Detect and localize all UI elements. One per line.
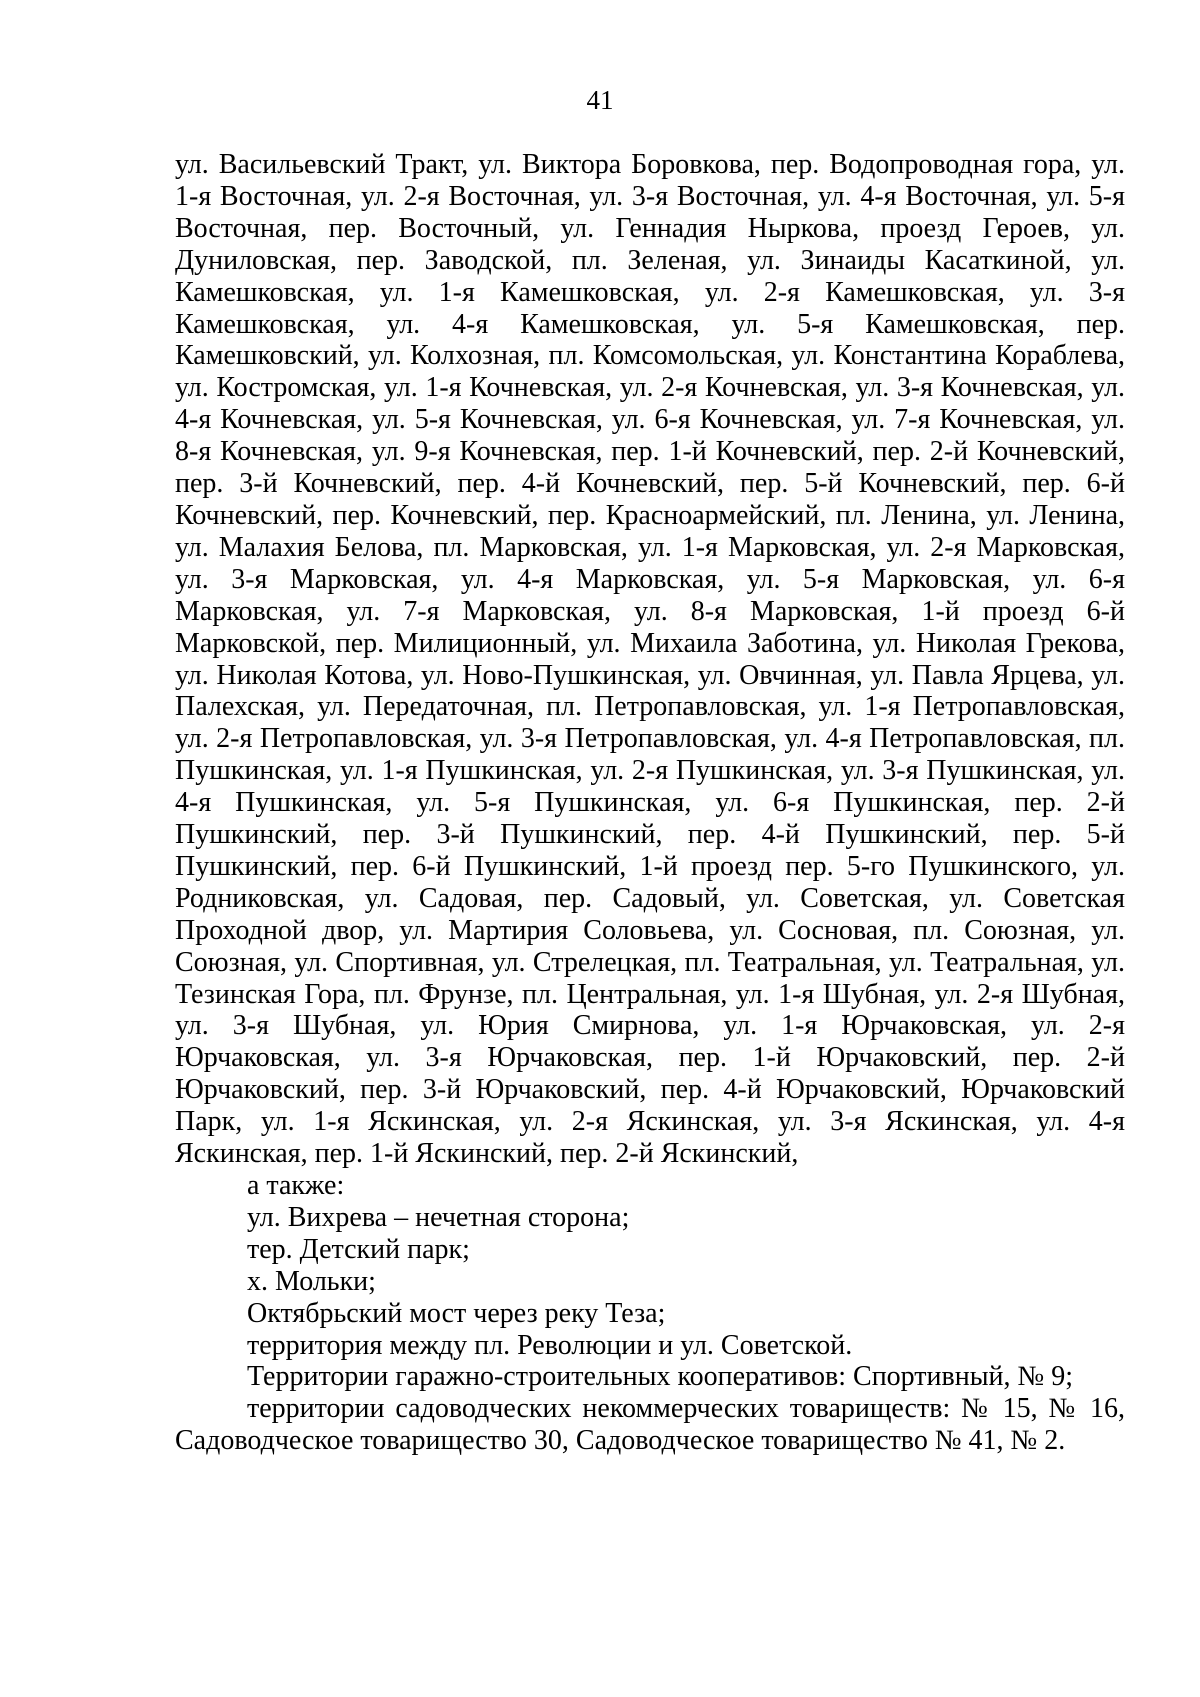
garden-partnerships-paragraph: территории садоводческих некоммерческих товариществ: № 15, № 16, Садоводческое товарищество 30, Садоводческое товарищество № 41, № 2. [175,1393,1125,1457]
garage-cooperatives-paragraph: Территории гаражно-строительных кооперативов: Спортивный, № 9; [247,1361,1074,1393]
also-item-vikhreva: ул. Вихрева – нечетная сторона; [247,1201,630,1233]
document-body [175,149,1125,1457]
streets-list-paragraph: ул. Васильевский Тракт, ул. Виктора Боровкова, пер. Водопроводная гора, ул. 1-я Восточная, ул. 2-я Восточная, ул. 3-я Восточная, ул. 4-я Восточная, ул. 5-я Восточная, пер. Восточный, ул. Геннадия Ныркова, проезд Героев, ул. Дуниловская, пер. Заводской, пл. Зеленая, ул. Зинаиды Касаткиной, ул. Камешковская, ул. 1-я Камешковская, ул. 2-я Камешковская, ул. 3-я Камешковская, ул. 4-я Камешковская, ул. 5-я Камешковская, пер. Камешковский, ул. Колхозная, пл. Комсомольская, ул. Константина Кораблева, ул. Костромская, ул. 1-я Кочневская, ул. 2-я Кочневская, ул. 3-я Кочневская, ул. 4-я Кочневская, ул. 5-я Кочневская, ул. 6-я Кочневская, ул. 7-я Кочневская, ул. 8-я Кочневская, ул. 9-я Кочневская, пер. 1-й Кочневский, пер. 2-й Кочневский, пер. 3-й Кочневский, пер. 4-й Кочневский, пер. 5-й Кочневский, пер. 6-й Кочневский, пер. Кочневский, пер. Красноармейский, пл. Ленина, ул. Ленина, ул. Малахия Белова, пл. Марковская, ул. 1-я Марковская, ул. 2-я Марковская, ул. 3-я Марковская, ул. 4-я Марковская, ул. 5-я Марковская, ул. 6-я Марковская, ул. 7-я Марковская, ул. 8-я Марковская, 1-й проезд 6-й Марковской, пер. Милиционный, ул. Михаила Заботина, ул. Николая Грекова, ул. Николая Котова, ул. Ново-Пушкинская, ул. Овчинная, ул. Павла Ярцева, ул. Палехская, ул. Передаточная, пл. Петропавловская, ул. 1-я Петропавловская, ул. 2-я Петропавловская, ул. 3-я Петропавловская, ул. 4-я Петропавловская, пл. Пушкинская, ул. 1-я Пушкинская, ул. 2-я Пушкинская, ул. 3-я Пушкинская, ул. 4-я Пушкинская, ул. 5-я Пушкинская, ул. 6-я Пушкинская, пер. 2-й Пушкинский, пер. 3-й Пушкинский, пер. 4-й Пушкинский, пер. 5-й Пушкинский, пер. 6-й Пушкинский, 1-й проезд пер. 5-го Пушкинского, ул. Родниковская, ул. Садовая, пер. Садовый, ул. Советская, ул. Советская Проходной двор, ул. Мартирия Соловьева, ул. Сосновая, пл. Союзная, ул. Союзная, ул. Спортивная, ул. Стрелецкая, пл. Театральная, ул. Театральная, ул. Тезинская Гора, пл. Фрунзе, пл. Центральная, ул. 1-я Шубная, ул. 2-я Шубная, ул. 3-я Шубная, ул. Юрия Смирнова, ул. 1-я Юрчаковская, ул. 2-я Юрчаковская, ул. 3-я Юрчаковская, пер. 1-й Юрчаковский, пер. 2-й Юрчаковский, пер. 3-й Юрчаковский, пер. 4-й Юрчаковский, Юрчаковский Парк, ул. 1-я Яскинская, ул. 2-я Яскинская, ул. 3-я Яскинская, ул. 4-я Яскинская, пер. 1-й Яскинский, пер. 2-й Яскинский, [175,149,1125,1170]
also-item-detsky-park: тер. Детский парк; [247,1233,470,1265]
page-number: 41 [586,85,614,115]
also-label: а также: [247,1170,345,1201]
also-item-revolution-territory: территория между пл. Революции и ул. Советской. [247,1329,853,1361]
also-item-molki: х. Мольки; [247,1265,376,1297]
also-item-oktyabrsky-bridge: Октябрьский мост через реку Теза; [247,1297,666,1329]
